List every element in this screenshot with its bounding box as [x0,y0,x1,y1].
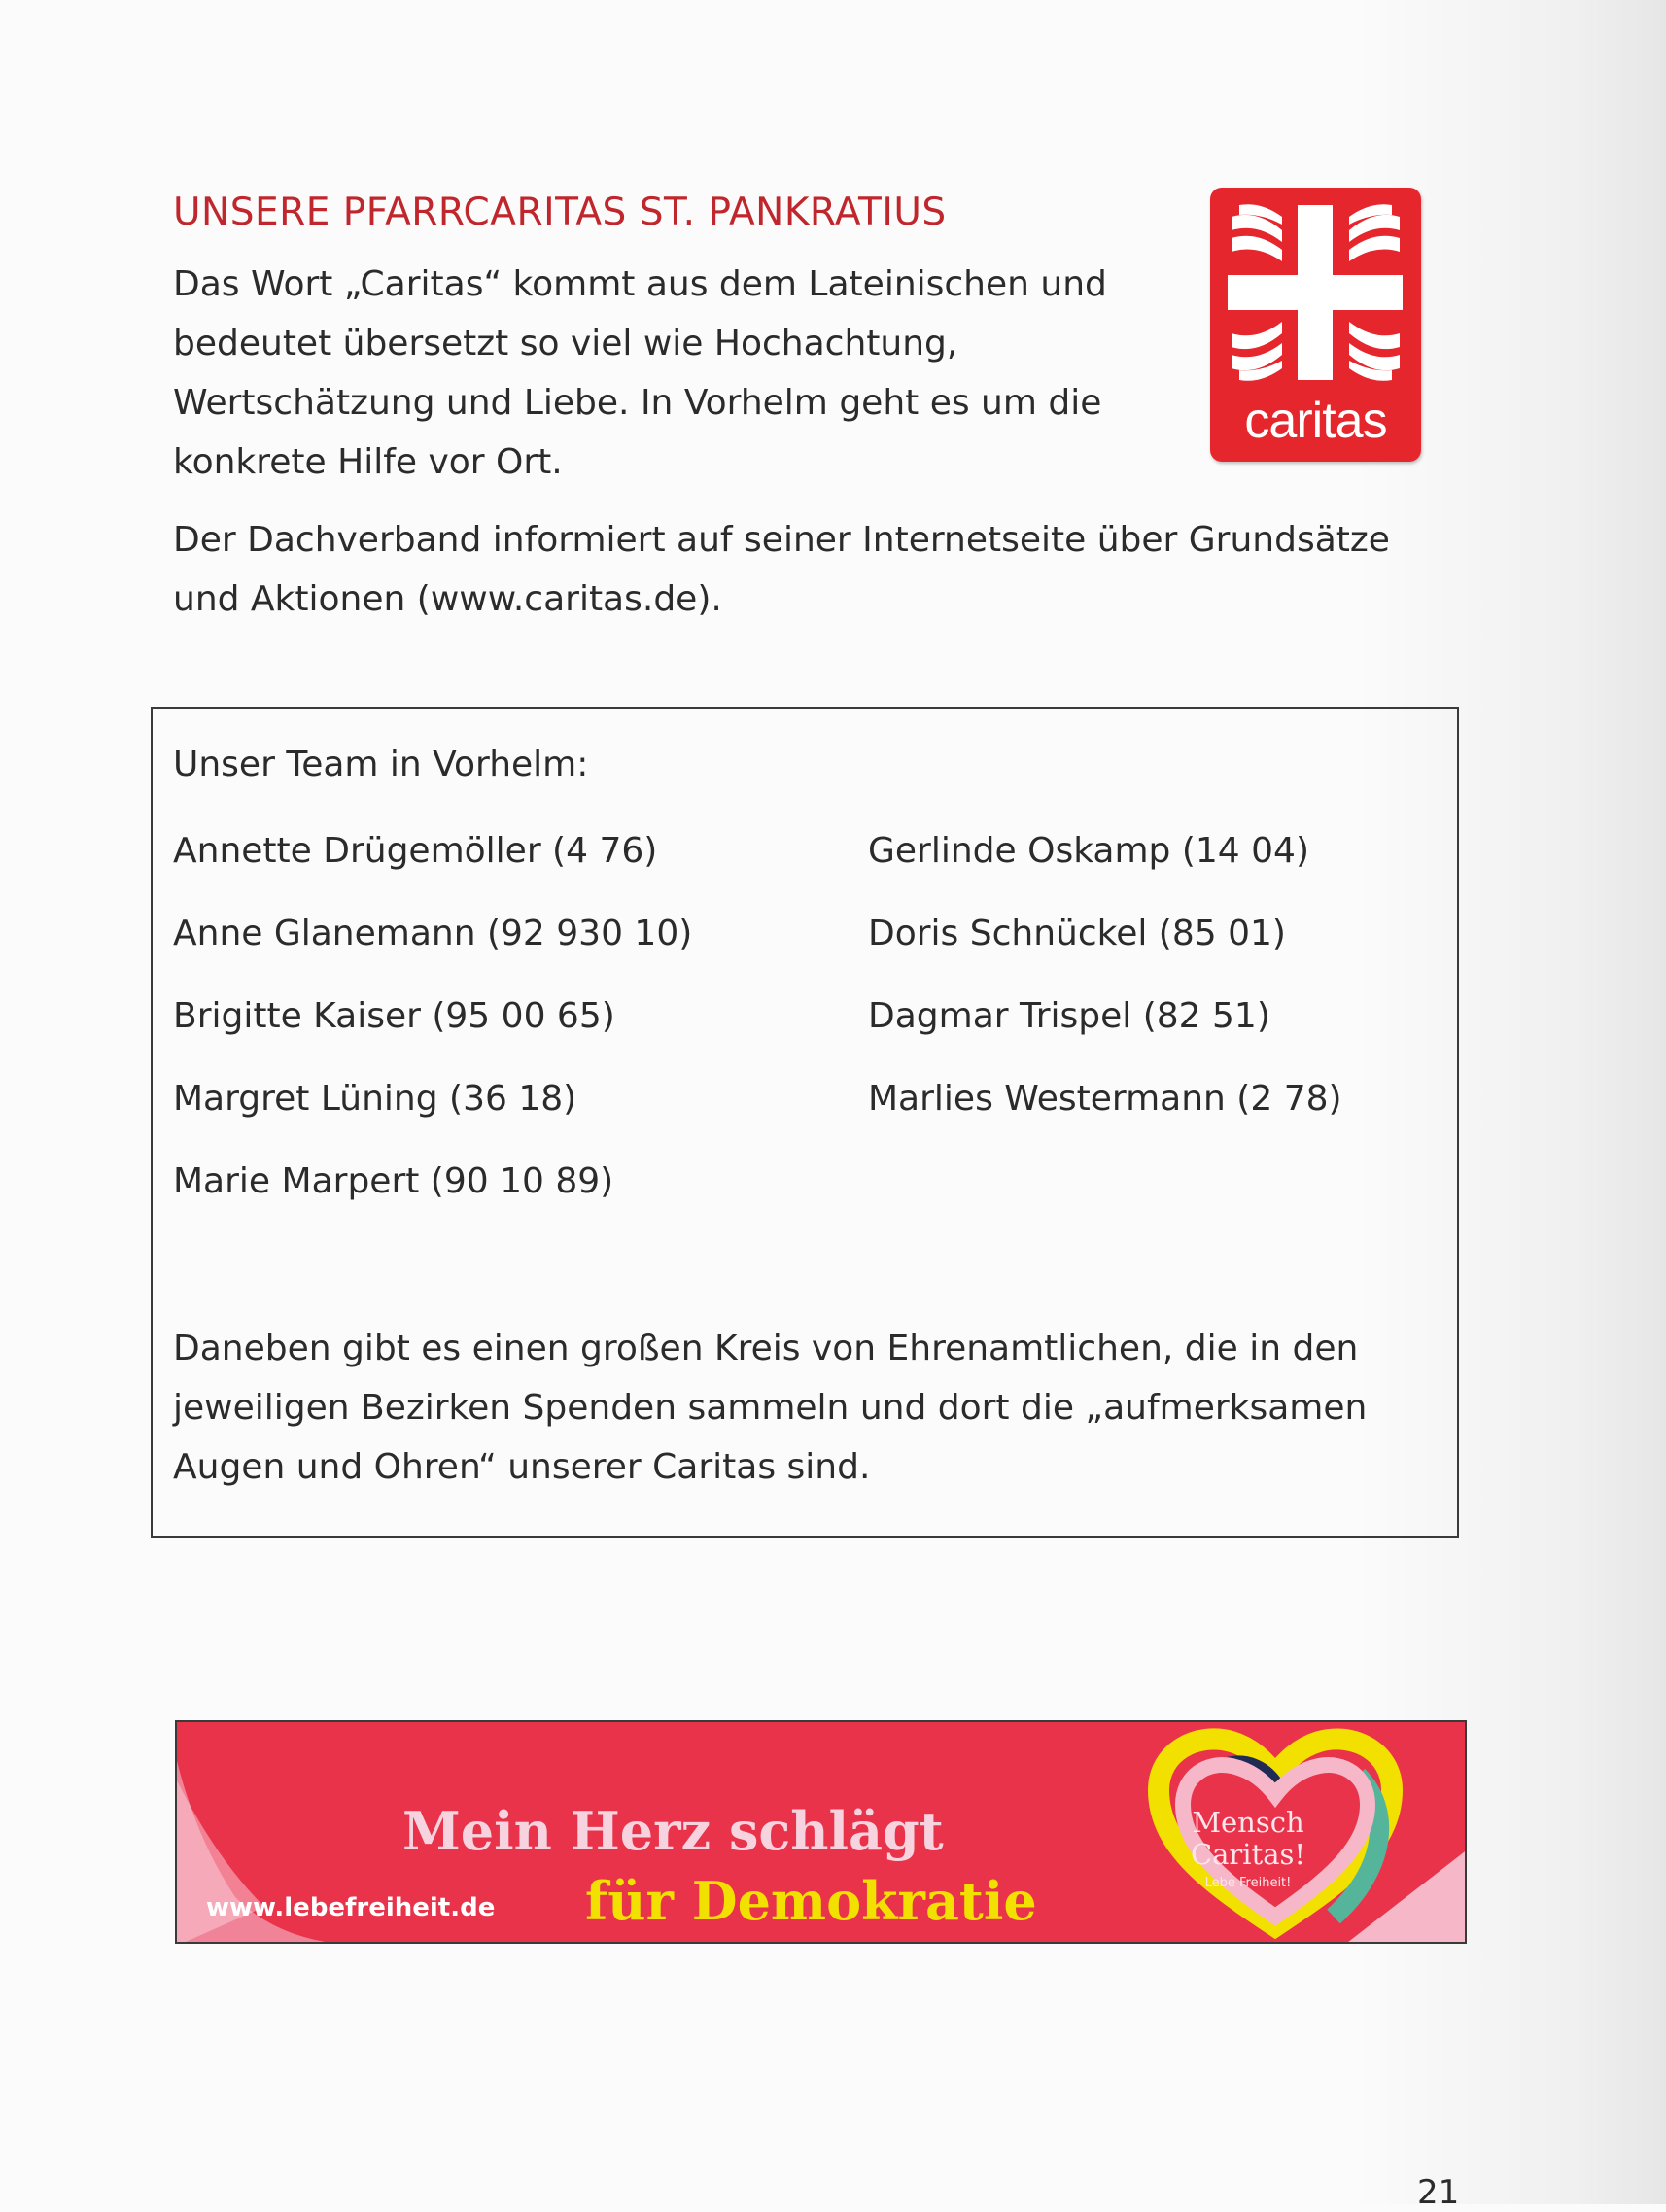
logo-label: caritas [1244,393,1387,449]
heart-label-line1: Mensch [1192,1806,1304,1839]
heart-label-line2: Caritas! [1190,1838,1306,1871]
team-member: Brigitte Kaiser (95 00 65) [173,996,615,1036]
volunteers-line: jeweiligen Bezirken Spenden sammeln und dort die „aufmerksamen [173,1388,1368,1428]
section-heading: UNSERE PFARRCARITAS ST. PANKRATIUS [173,190,947,234]
team-member: Annette Drügemöller (4 76) [173,831,658,871]
team-member: Anne Glanemann (92 930 10) [173,914,693,953]
banner-headline-line2: für Demokratie [585,1870,1037,1932]
volunteers-line: Daneben gibt es einen großen Kreis von Ehrenamtlichen, die in den [173,1329,1359,1368]
team-member: Dagmar Trispel (82 51) [868,996,1270,1036]
heart-label-line3: Lebe Freiheit! [1204,1876,1292,1890]
info-paragraph [173,510,1437,629]
intro-line: bedeutet übersetzt so viel wie Hochachtung, [173,324,958,363]
team-member: Gerlinde Oskamp (14 04) [868,831,1309,871]
banner-url: www.lebefreiheit.de [206,1893,496,1922]
intro-line: Wertschätzung und Liebe. In Vorhelm geht es um die [173,383,1102,423]
team-member: Doris Schnückel (85 01) [868,914,1286,953]
banner-headline-line1: Mein Herz schlägt [402,1800,944,1862]
democracy-banner [175,1720,1467,1944]
intro-line: Das Wort „Caritas“ kommt aus dem Lateinischen und [173,264,1107,304]
team-title: Unser Team in Vorhelm: [173,744,589,784]
info-line: Der Dachverband informiert auf seiner Internetseite über Grundsätze [173,520,1390,560]
intro-line: konkrete Hilfe vor Ort. [173,442,563,482]
volunteers-line: Augen und Ohren“ unserer Caritas sind. [173,1447,871,1487]
intro-paragraph [173,255,1155,492]
team-member: Marlies Westermann (2 78) [868,1079,1342,1119]
caritas-logo [1210,188,1421,462]
team-member: Marie Marpert (90 10 89) [173,1161,614,1201]
team-member: Margret Lüning (36 18) [173,1079,577,1119]
volunteers-paragraph [173,1319,1437,1497]
info-line: und Aktionen (www.caritas.de). [173,579,722,619]
page-number: 21 [1417,2173,1460,2212]
